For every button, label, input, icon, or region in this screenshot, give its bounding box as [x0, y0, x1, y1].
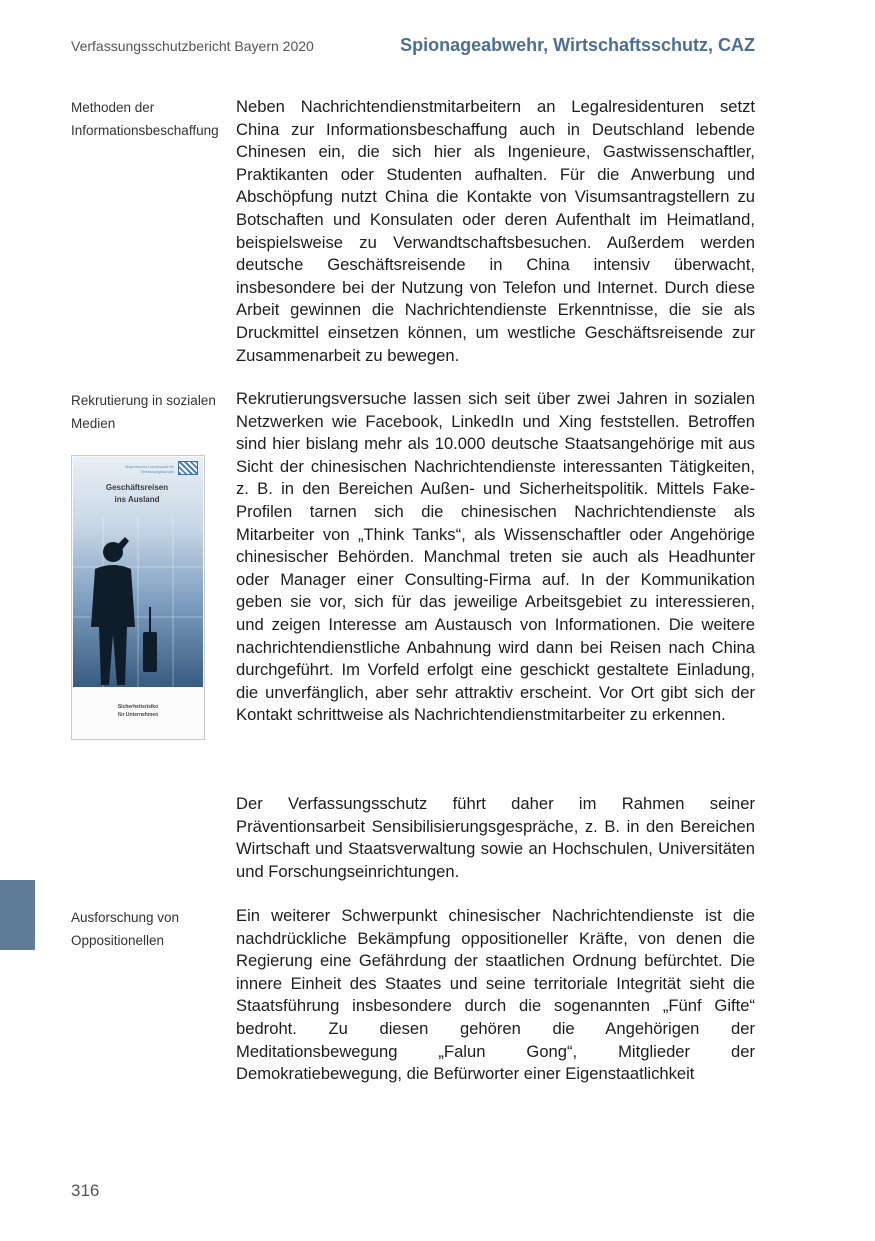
- brochure-subtitle-line-2: für Unternehmen: [117, 712, 159, 718]
- brochure-title-line-1: Geschäftsreisen: [105, 483, 169, 492]
- running-header-left: Verfassungsschutzbericht Bayern 2020: [71, 38, 314, 54]
- brochure-logo-text: Bayerisches Landesamt für Verfassungsschutz: [125, 464, 174, 474]
- running-header-chapter: Spionageabwehr, Wirtschaftsschutz, CAZ: [400, 35, 755, 55]
- brochure-title-line-2: ins Ausland: [114, 495, 160, 504]
- brochure-cover-image: [71, 455, 205, 740]
- page-number: 316: [71, 1181, 100, 1200]
- margin-note-rekrutierung: Rekrutierung in sozialen Medien: [71, 393, 216, 431]
- margin-note-methoden: Methoden der Informationsbeschaffung: [71, 100, 219, 138]
- paragraph-ausforschung: Ein weiterer Schwerpunkt chinesischer Nachrichtendienste ist die nachdrückliche Bekämpfung oppositioneller Kräfte, von denen die Regierung eine Gefährdung der staatlichen Ordnung befürchtet. Die innere Einheit des Staates und seine territoriale Integrität sieht die Staatsführung insbesondere durch die sogenannten „Fünf Gifte“ bedroht. Zu diesen gehören die Angehörigen der Meditationsbewegung „Falun Gong“, Mitglieder der Demokratiebewegung, die Befürworter einer Eigenstaatlichkeit: [236, 906, 755, 1084]
- bavaria-coat-of-arms-icon: [178, 461, 198, 475]
- brochure-subtitle-line-1: Sicherheitsrisiko: [117, 704, 159, 710]
- margin-note-ausforschung: Ausforschung von Oppositionellen: [71, 910, 180, 948]
- paragraph-methoden: Neben Nachrichtendienstmitarbeitern an Legalresidenturen setzt China zur Informationsbeschaffung auch in Deutschland lebende Chinesen ein, die sich hier als Ingenieure, Gastwissenschaftler, Praktikanten oder Studenten aufhalten. Für die Anwerbung und Abschöpfung nutzt China die Kontakte von Visumsantragstellern zu Botschaften und Konsulaten oder deren Aufenthalt im Heimatland, beispielsweise zu Verwandtschaftsbesuchen. Außerdem werden deutsche Geschäftsreisende in China intensiv überwacht, insbesondere bei der Nutzung von Telefon und Internet. Durch diese Arbeit gewinnen die Nachrichtendienste Erkenntnisse, die sie als Druckmittel einsetzen können, um westliche Geschäftsreisende zur Zusammenarbeit zu bewegen.: [236, 97, 755, 365]
- chapter-side-tab: [0, 880, 35, 950]
- brochure-subtitle: [72, 703, 204, 719]
- paragraph-praevention: Der Verfassungsschutz führt daher im Rahmen seiner Präventionsarbeit Sensibilisierungsgespräche, z. B. in den Bereichen Wirtschaft und Staatsverwaltung sowie an Hochschulen, Universitäten und Forschungseinrichtungen.: [236, 794, 755, 881]
- brochure-title: [72, 482, 202, 506]
- paragraph-rekrutierung: Rekrutierungsversuche lassen sich seit über zwei Jahren in sozialen Netzwerken wie Facebook, LinkedIn und Xing feststellen. Betroffen sind hier bislang mehr als 10.000 deutsche Staatsangehörige mit aus Sicht der chinesischen Nachrichtendienste interessanten Tätigkeiten, z. B. in den Bereichen Außen- und Sicherheitspolitik. Mittels Fake-Profilen tarnen sich die chinesischen Nachrichtendienste als Mitarbeiter von „Think Tanks“, als Wissenschaftler oder Angehörige chinesischer Behörden. Manchmal treten sie auch als Headhunter oder Manager einer Consulting-Firma auf. In der Kommunikation geben sie vor, sich für das jeweilige Arbeitsgebiet zu interessieren, und zeigen Interesse am Austausch von Informationen. Die weitere nachrichtendienstliche Anbahnung wird dann bei Reisen nach China durchgeführt. Im Vorfeld erfolgt eine geschickt gestaltete Einladung, die unverfänglich, aber sehr attraktiv erscheint. Vor Ort gibt sich der Kontakt schrittweise als Nachrichtendienstmitarbeiter zu erkennen.: [236, 389, 755, 725]
